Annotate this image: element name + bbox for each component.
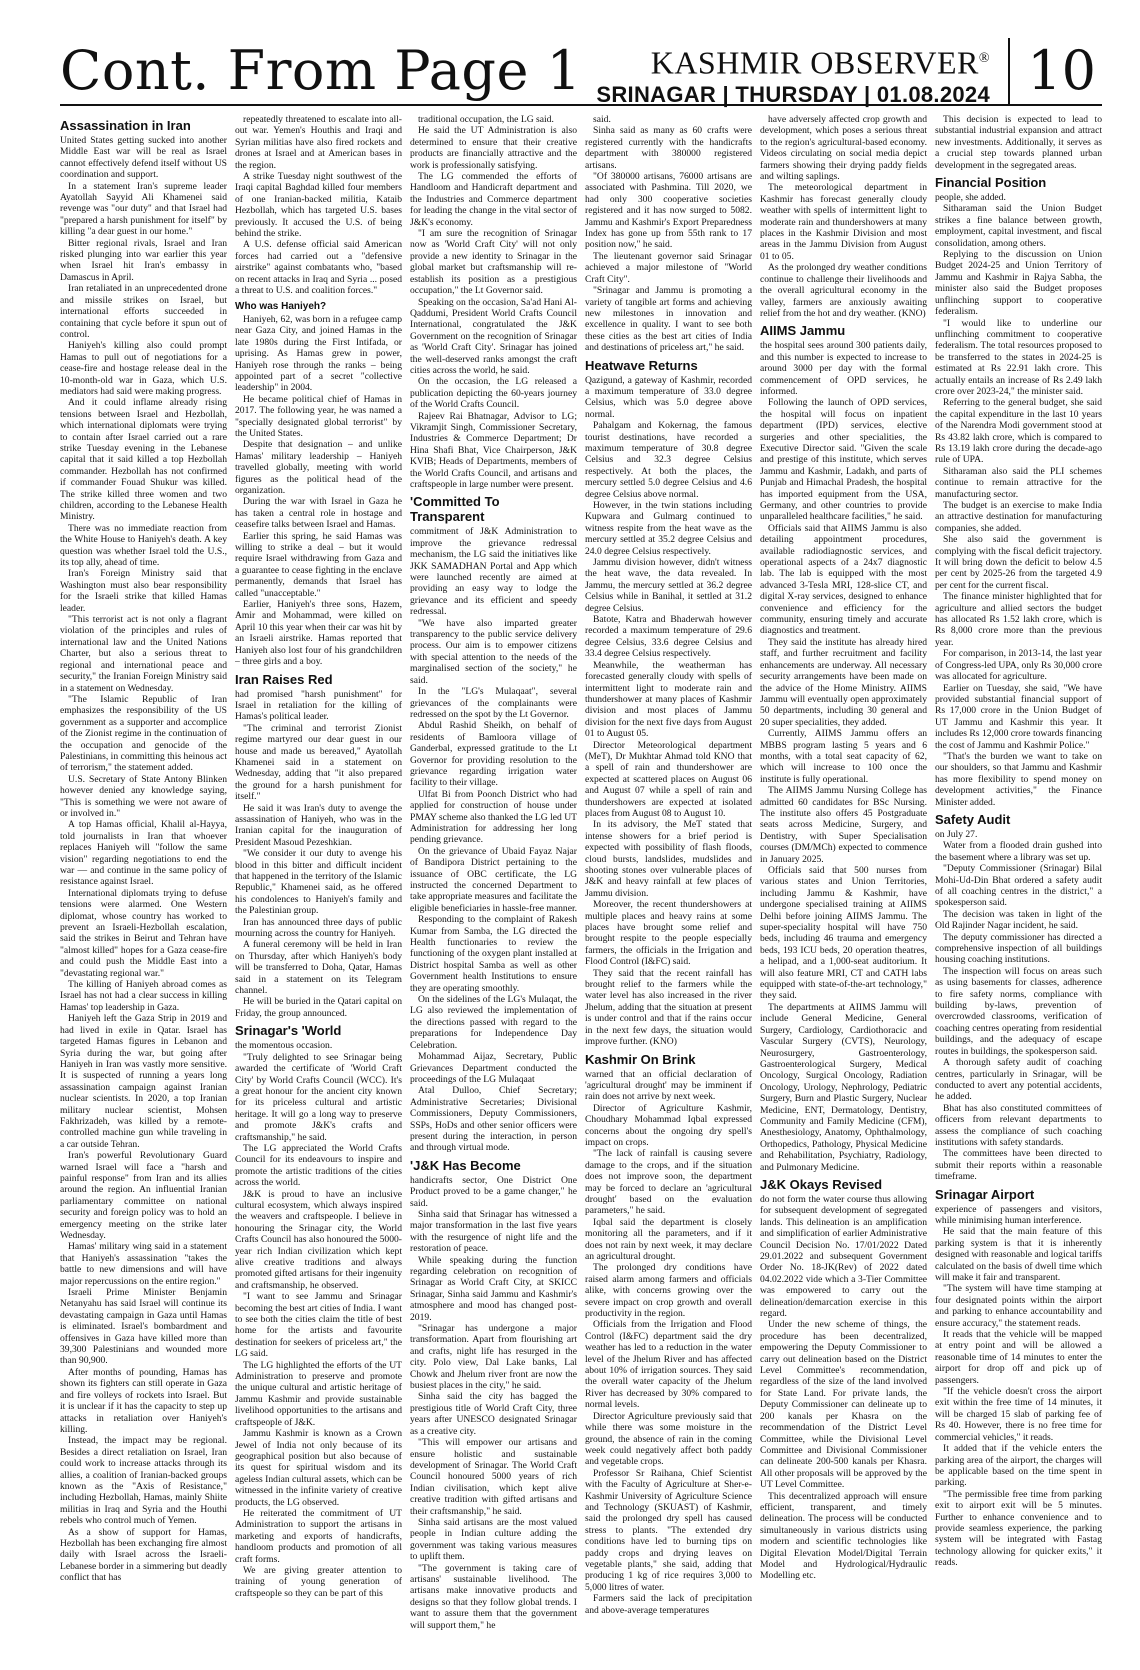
article-paragraph: She also said the government is complying with the fiscal deficit trajectory. It will bring down the deficit to below 4.5 per cent by 2025-26 from the targeted 4.9 per cent for the current fiscal. — [935, 534, 1102, 591]
article-paragraph: During the war with Israel in Gaza he has taken a central role in hostage and ceasefire talks between Israel and Hamas. — [235, 496, 402, 531]
article-paragraph: He said that the main feature of this parking system is that it is inherently designed with reasonable and logical tariffs calculated on the basis of dwell time which will make it fair and transparent. — [935, 1226, 1102, 1283]
article-paragraph: A U.S. defense official said American forces had carried out a "defensive airstrike" against combatants who, "based on recent attacks in Iraq and Syria ... posed a threat to U.S. and coalition forces." — [235, 239, 402, 297]
article-paragraph: Following the launch of OPD services, the hospital will focus on inpatient department (IPD) services, elective surgeries and other specialities, the Executive Director said. "Given the scale and prestige of this institute, which serves Jammu and Kashmir, Ladakh, and parts of Punjab and Himachal Pradesh, the hospital has imported equipment from the USA, Germany, and other countries to provide unparalleled healthcare facilities," he said. — [760, 397, 927, 523]
paper-name-line — [596, 44, 990, 81]
article-paragraph: A thorough safety audit of coaching centres, particularly in Srinagar, will be conducted to avert any potential accidents, he added. — [935, 1057, 1102, 1103]
article-paragraph: "I am sure the recognition of Srinagar now as 'World Craft City' will not only provide a new identity to Srinagar in the global market but craftsmanship will re-establish its position as a prestigious occupation," the Lt Governor said. — [410, 228, 577, 297]
article-paragraph: traditional occupation, the LG said. — [418, 114, 554, 125]
article-paragraph: "This terrorist act is not only a flagrant violation of the principles and rules of international law and the United Nations Charter, but also a serious threat to regional and international peace and security," the Iranian Foreign Ministry said in a statement on Wednesday. — [60, 614, 227, 694]
column-4 — [585, 114, 752, 1652]
paper-block — [596, 44, 990, 108]
article-paragraph: The AIIMS Jammu Nursing College has admitted 60 candidates for BSc Nursing. The institute also offers 45 Postgraduate seats across Medicine, Surgery, and Dentistry, with Super Specialisation courses (DM/MCh) expected to commence in January 2025. — [760, 785, 927, 865]
article-headline: 'J&K Has Become — [410, 1157, 521, 1173]
section-title: Cont. From Page 1 — [60, 39, 582, 102]
column-3 — [410, 114, 577, 1652]
article-paragraph: In a statement Iran's supreme leader Ayatollah Sayyid Ali Khamenei said revenge was "our duty" and that Israel had "prepared a harsh punishment for itself" by killing "a dear guest in our home." — [60, 180, 227, 238]
article-paragraph: Meanwhile, the weatherman has forecasted generally cloudy with spells of intermittent light to moderate rain and thundershower at many places of Kashmir division and most places of Jammu division for the next five days from August 01 to August 05. — [585, 659, 752, 740]
article-paragraph: Haniyeh's killing also could prompt Hamas to pull out of negotiations for a cease-fire and hostage release deal in the 10-month-old war in Gaza, which U.S. mediators had said were making progress. — [60, 340, 227, 397]
article-paragraph: "Deputy Commissioner (Srinagar) Bilal Mohi-Ud-Din Bhat ordered a safety audit of all coaching centres in the district," a spokesperson said. — [935, 863, 1102, 909]
article-paragraph: Earlier, Haniyeh's three sons, Hazem, Amir and Mohammad, were killed on April 10 this year when their car was hit by an Israeli airstrike. Hamas reported that Haniyeh also lost four of his grandchildren – three girls and a boy. — [235, 599, 402, 668]
article-paragraph: As a show of support for Hamas, Hezbollah has been exchanging fire almost daily with Israel across the Israeli-Lebanese border in a simmering but deadly conflict that has — [60, 1526, 227, 1584]
article-paragraph: Director Meteorological department (MeT), Dr Mukhtar Ahmad told KNO that a spell of rain and thundershower are expected at scattered places on August 06 and August 07 while a spell of rain and thundershowers are expected at isolated places from August 08 to August 10. — [585, 739, 752, 819]
article-paragraph: warned that an official declaration of 'agricultural drought' may be imminent if rain does not arrive by next week. — [585, 1068, 752, 1103]
article-paragraph: repeatedly threatened to escalate into all-out war. Yemen's Houthis and Iraqi and Syrian militias have also fired rockets and drones at Israel and at American bases in the region. — [235, 114, 402, 171]
article-headline: Srinagar Airport — [935, 1186, 1035, 1202]
article-paragraph: Professor Sr Raihana, Chief Scientist with the Faculty of Agriculture at Sher-e-Kashmir University of Agriculture Science and Technology (SKUAST) of Kashmir, said the prolonged dry spell has caused stress to plants. "The extended dry conditions have led to burning tips on paddy crops and drying leaves on vegetable plants," she said, adding that producing 1 kg of rice requires 3,000 to 5,000 litres of water. — [585, 1467, 752, 1593]
article-paragraph: A top Hamas official, Khalil al-Hayya, told journalists in Iran that whoever replaces Haniyeh will "follow the same vision" regarding negotiations to end the war — and continue in the same policy of resistance against Israel. — [60, 819, 227, 888]
article-paragraph: For comparison, in 2013-14, the last year of Congress-led UPA, only Rs 30,000 crore was allocated for agriculture. — [935, 648, 1102, 683]
article-paragraph: The LG appreciated the World Crafts Council for its endeavours to inspire and promote the artistic traditions of the cities across the world. — [235, 1142, 402, 1189]
article-headline: 'Committed To Transparent — [410, 494, 500, 525]
article-paragraph: Iran retaliated in an unprecedented drone and missile strikes on Israel, but international efforts succeeded in containing that cycle before it spun out of control. — [60, 283, 227, 340]
article-paragraph: Haniyeh left the Gaza Strip in 2019 and had lived in exile in Qatar. Israel has targeted Hamas figures in Lebanon and Syria during the war, but going after Haniyeh in Iran was vastly more sensitive. It is suspected of running a years long assassination campaign against Iranian nuclear scientists. In 2020, a top Iranian military nuclear scientist, Mohsen Fakhrizadeh, was killed by a remote-controlled machine gun while traveling in a car outside Tehran. — [60, 1013, 227, 1150]
article-paragraph: "Truly delighted to see Srinagar being awarded the certificate of 'World Craft City' by World Crafts Council (WCC). It's a great honour for the ancient city known for its priceless cultural and artistic heritage. It will go a long way to preserve and promote J&K's crafts and craftsmanship," he said. — [235, 1051, 402, 1143]
article-paragraph: In the "LG's Mulaqaat", several grievances of the complainants were redressed on the spot by the Lt Governor. — [410, 686, 577, 720]
article-paragraph: Iran's powerful Revolutionary Guard warned Israel will face a "harsh and painful response" from Iran and its allies around the region. An influential Iranian parliamentary committee on national security and foreign policy was to hold an emergency meeting on the strike later Wednesday. — [60, 1150, 227, 1241]
article-paragraph: Earlier this spring, he said Hamas was willing to strike a deal – but it would require Israel withdrawing from Gaza and a guarantee to cease fighting in the enclave permanently, demands that Israel has called "unacceptable." — [235, 530, 402, 599]
article-paragraph: Jammu division however, didn't witness the heat wave, the data revealed. In Jammu, the mercury settled at 36.2 degree Celsius while in Banihal, it settled at 31.2 degree Celsius. — [585, 557, 752, 614]
article-paragraph: The budget is an exercise to make India an attractive destination for manufacturing companies, she added. — [935, 500, 1102, 534]
article-paragraph: Officials from the Irrigation and Flood Control (I&FC) department said the dry weather has led to a reduction in the water level of the Jhelum River and has affected about 10% of irrigation sources. They said the overall water capacity of the Jhelum River has decreased by 30% compared to normal levels. — [585, 1319, 752, 1411]
article-subhead: Who was Haniyeh? — [235, 300, 327, 312]
article-paragraph: A funeral ceremony will be held in Iran on Thursday, after which Haniyeh's body will be transferred to Doha, Qatar, Hamas said in a statement on its Telegram channel. — [235, 939, 402, 997]
column-1 — [60, 114, 227, 1652]
article-paragraph: Bhat has also constituted committees of officers from relevant departments to assess the compliance of such coaching institutions with safety standards. — [935, 1102, 1102, 1148]
article-paragraph: However, in the twin stations including Kupwara and Gulmarg continued to witness respite from the heat wave as the mercury settled at 35.2 degree Celsius and 24.0 degree Celsius respectively. — [585, 500, 752, 557]
article-paragraph: Sinha said as many as 60 crafts were registered currently with the handicrafts department with 380000 registered artisans. — [585, 125, 752, 171]
article-paragraph: The deputy commissioner has directed a comprehensive inspection of all buildings housing coaching institutions. — [935, 931, 1102, 966]
article-paragraph: International diplomats trying to defuse tensions were alarmed. One Western diplomat, whose country has worked to prevent an Israeli-Hezbollah escalation, said the strikes in Beirut and Tehran have "almost killed" hopes for a Gaza cease-fire and could push the Middle East into a "devastating regional war." — [60, 887, 227, 979]
article-paragraph: Officials said that 500 nurses from various states and Union Territories, including Jammu & Kashmir, have undergone specialised training at AIIMS Delhi before joining AIIMS Jammu. The super-speciality hospital will have 750 beds, including 46 trauma and emergency beds, 193 ICU beds, 20 operation theatres, a helipad, and a 1,000-seat auditorium. It will also feature MRI, CT and CATH labs equipped with state-of-the-art technology," they said. — [760, 865, 927, 1002]
article-paragraph: The finance minister highlighted that for agriculture and allied sectors the budget has allocated Rs 1.52 lakh crore, which is Rs 8,000 crore more than the previous year. — [935, 591, 1102, 648]
article-paragraph: Ulfat Bi from Poonch District who had applied for construction of house under PMAY scheme also thanked the LG led UT Administration for addressing her long pending grievance. — [410, 788, 577, 846]
article-paragraph: "That's the burden we want to take on our shoulders, so that Jammu and Kashmir has more flexibility to spend money on development activities," the Finance Minister added. — [935, 750, 1102, 808]
article-paragraph: We are giving greater attention to training of young generation of craftspeople so they can be part of this — [235, 1564, 402, 1599]
article-paragraph: Moreover, the recent thundershowers at multiple places and heavy rains at some places have brought some relief and brought respite to the people especially farmers, the officials in the Irrigation and Flood Control (I&FC) said. — [585, 899, 752, 968]
article-paragraph: Sinha said the city has bagged the prestigious title of World Craft City, three years after UNESCO designated Srinagar as a creative city. — [410, 1391, 577, 1437]
article-paragraph: "We have also imparted greater transparency to the public service delivery process. Our aim is to empower citizens with special attention to the needs of the marginalised section of the society," he said. — [410, 617, 577, 686]
article-paragraph: Responding to the complaint of Rakesh Kumar from Samba, the LG directed the Health functionaries to review the functioning of the oxygen plant installed at District hospital Samba as well as other Government health Institutions to ensure they are operating smoothly. — [410, 914, 577, 994]
article-paragraph: The killing of Haniyeh abroad comes as Israel has not had a clear success in killing Hamas' top leadership in Gaza. — [60, 979, 227, 1013]
article-paragraph: Despite that designation – and unlike Hamas' military leadership – Haniyeh travelled globally, meeting with world figures as the political head of the organization. — [235, 439, 402, 496]
article-paragraph: on July 27. — [935, 828, 978, 840]
masthead-divider — [1008, 38, 1010, 104]
article-paragraph: "If the vehicle doesn't cross the airport exit within the free time of 14 minutes, it will be charged 15 slab of parking fee of Rs 40. However, there is no free time for commercial vehicles," it reads. — [935, 1386, 1102, 1443]
article-paragraph: Iqbal said the department is closely monitoring all the parameters, and if it does not rain by next week, it may declare an agricultural drought. — [585, 1216, 752, 1262]
article-paragraph: have adversely affected crop growth and development, which poses a serious threat to the region's agricultural-based economy. Videos circulating on social media depict farmers showing their drying paddy fields and wilting saplings. — [760, 114, 927, 183]
article-paragraph: Iran has announced three days of public mourning across the country for Haniyeh. — [235, 916, 402, 940]
article-columns — [60, 114, 1102, 1652]
article-paragraph: "The criminal and terrorist Zionist regime martyred our dear guest in our house and made us bereaved," Ayatollah Khamenei said in a statement on Wednesday, adding that "it also prepared the ground for a harsh punishment for itself." — [235, 722, 402, 803]
article-paragraph: Sitharaman said the Union Budget strikes a fine balance between growth, employment, capital investment, and fiscal consolidation, among others. — [935, 203, 1102, 249]
article-paragraph: "Srinagar has undergone a major transformation. Apart from flourishing art and crafts, night life has resurged in the city. Polo view, Dal Lake banks, Lal Chowk and Jhelum river front are now the busiest places in the city," he said. — [410, 1323, 577, 1392]
page-number: 10 — [1027, 39, 1096, 102]
article-paragraph: They said that the recent rainfall has brought relief to the farmers while the water level has also increased in the river Jhelum, adding that the situation at present is under control and that if the rains occur in the next few days, the situation would improve further. (KNO) — [585, 967, 752, 1048]
article-paragraph: He reiterated the commitment of UT Administration to support the artisans in marketing and exports of handicrafts, handloom products and promotion of all craft forms. — [235, 1507, 402, 1565]
article-paragraph: Director of Agriculture Kashmir, Choudhary Mohammad Iqbal expressed concerns about the ongoing dry spell's impact on crops. — [585, 1102, 752, 1148]
article-paragraph: handicrafts sector, One District One Product proved to be a game changer," he said. — [410, 1174, 577, 1209]
article-paragraph: the momentous occasion. — [235, 1040, 333, 1052]
article-paragraph: Sinha said that Srinagar has witnessed a major transformation in the last five years with the resurgence of night life and the restoration of peace. — [410, 1208, 577, 1255]
article-paragraph: Iran's Foreign Ministry said that Washington must also bear responsibility for the Israeli strike that killed Hamas leader. — [60, 568, 227, 614]
article-headline: Heatwave Returns — [585, 357, 698, 373]
article-paragraph: It added that if the vehicle enters the parking area of the airport, the charges will be applicable based on the time spent in parking. — [935, 1443, 1102, 1489]
article-paragraph: "The Islamic Republic of Iran emphasizes the responsibility of the US government as a supporter and accomplice of the Zionist regime in the continuation of the occupation and genocide of the Palestinians, in committing this heinous act of terrorism," the statement added. — [60, 693, 227, 774]
article-paragraph: "I want to see Jammu and Srinagar becoming the best art cities of India. I want to see both the cities claim the title of best home for the artists and favourite destination for seekers of priceless art," the LG said. — [235, 1291, 402, 1360]
article-paragraph: Qazigund, a gateway of Kashmir, recorded a maximum temperature of 33.0 degree Celsius, which was 5.0 degree above normal. — [585, 374, 752, 420]
article-headline: Financial Position — [935, 175, 1047, 191]
article-paragraph: do not form the water course thus allowing for subsequent development of segregated lands. This delineation is an amplification and simplification of earlier Administrative Council Decision No. 17/01/2022 Dated 29.01.2022 and subsequent Government Order No. 18-JK(Rev) of 2022 dated 04.02.2022 vide which a 3-Tier Committee was empowered to carry out the delineation/demarcation exercise in this regard. — [760, 1193, 927, 1320]
article-paragraph: "Srinagar and Jammu is promoting a variety of tangible art forms and achieving new milestones in innovation and excellence in quality. I want to see both these cities as the best art cities of India and destinations of priceless art," he said. — [585, 285, 752, 354]
article-paragraph: There was no immediate reaction from the White House to Haniyeh's death. A key question was whether Israel told the U.S., its top ally, ahead of time. — [60, 522, 227, 569]
article-paragraph: The LG highlighted the efforts of the UT Administration to preserve and promote the unique cultural and artistic heritage of Jammu Kashmir and provide sustainable livelihood opportunities to the artisans and craftspeople of J&K. — [235, 1359, 402, 1428]
article-paragraph: "I would like to underline our unflinching commitment to cooperative federalism. The total resources proposed to be transferred to the states in 2024-25 is estimated at Rs 22.91 lakh crore. This actually entails an increase of Rs 2.49 lakh crore over 2023-24," the minister said. — [935, 317, 1102, 397]
article-paragraph: "We consider it our duty to avenge his blood in this bitter and difficult incident that happened in the territory of the Islamic Republic," Khamenei said, as he offered his condolences to Haniyeh's family and the Palestinian group. — [235, 848, 402, 917]
article-paragraph: the hospital sees around 300 patients daily, and this number is expected to increase to around 3000 per day with the formal commencement of OPD services, he informed. — [760, 340, 927, 397]
article-headline: J&K Okays Revised — [760, 1176, 883, 1192]
article-paragraph: While speaking during the function regarding celebration on recognition of Srinagar as World Craft City, at SKICC Srinagar, Sinha said Jammu and Kashmir's atmosphere and mood has changed post- 2019. — [410, 1254, 577, 1323]
article-paragraph: "The system will have time stamping at four designated points within the airport and parking to enhance accountability and ensure accuracy," the statement reads. — [935, 1283, 1102, 1329]
article-paragraph: The inspection will focus on areas such as using basements for classes, adherence to fire safety norms, compliance with building by-laws, prevention of overcrowded classrooms, verification of coaching centres operating from residential buildings, and the adequacy of escape routes in buildings, the spokesperson said. — [935, 965, 1102, 1057]
article-paragraph: Replying to the discussion on Union Budget 2024-25 and Union Territory of Jammu and Kashmir in Rajya Sabha, the minister also said the Budget proposes unflinching support to cooperative federalism. — [935, 249, 1102, 318]
column-6 — [935, 114, 1102, 1652]
paper-name: KASHMIR OBSERVER — [650, 44, 979, 81]
article-paragraph: The LG commended the efforts of Handloom and Handicraft department and the Industries and Commerce department for leading the change in the vital sector of J&K's economy. — [410, 171, 577, 228]
article-paragraph: On the grievance of Ubaid Fayaz Najar of Bandipora District pertaining to the issuance of OBC certificate, the LG instructed the concerned Department to take appropriate measures and facilitate the eligible beneficiaries in hassle-free manner. — [410, 845, 577, 914]
article-paragraph: Earlier on Tuesday, she said, "We have provided substantial financial support of Rs 17,000 crore in the Union Budget of UT Jammu and Kashmir this year. It includes Rs 12,000 crore towards financing the cost of Jammu and Kashmir Police." — [935, 682, 1102, 751]
article-paragraph: Israeli Prime Minister Benjamin Netanyahu has said Israel will continue its devastating campaign in Gaza until Hamas is eliminated. Israel's bombardment and offensives in Gaza have killed more than 39,300 Palestinians and wounded more than 90,900. — [60, 1287, 227, 1367]
article-paragraph: The meteorological department in Kashmir has forecast generally cloudy weather with spells of intermittent light to moderate rain and thundershowers at many places in the Kashmir Division and most areas in the Jammu Division from August 01 to 05. — [760, 182, 927, 262]
article-headline: AIIMS Jammu — [760, 323, 846, 339]
article-paragraph: said. — [593, 114, 611, 125]
article-paragraph: Officials said that AIIMS Jammu is also detailing appointment procedures, available radiodiagnostic services, and operational aspects of a 24x7 diagnostic lab. The lab is equipped with the most advanced 3-Tesla MRI, 128-slice CT, and digital X-ray services, designed to enhance convenience and efficiency for the community, ensuring timely and accurate diagnostics and treatment. — [760, 522, 927, 637]
article-paragraph: U.S. Secretary of State Antony Blinken however denied any knowledge saying, "This is something we were not aware of or involved in." — [60, 773, 227, 819]
article-paragraph: He said the UT Administration is also determined to ensure that their creative products are financially attractive and the work is professionally satisfying. — [410, 125, 577, 171]
article-paragraph: The committees have been directed to submit their reports within a reasonable timeframe. — [935, 1148, 1102, 1183]
article-paragraph: After months of pounding, Hamas has shown its fighters can still operate in Gaza and fire volleys of rockets into Israel. But it is unclear if it has the capacity to step up attacks in retaliation over Haniyeh's killing. — [60, 1366, 227, 1435]
article-paragraph: "Of 380000 artisans, 76000 artisans are associated with Pashmina. Till 2020, we had only 300 cooperative societies registered and it has now surged to 5082. Jammu and Kashmir's Export Preparedness Index has gone up from 55th rank to 17 position now," he said. — [585, 171, 752, 251]
registered-mark: ® — [978, 51, 990, 66]
article-headline: Iran Raises Red — [235, 671, 333, 687]
column-5 — [760, 114, 927, 1652]
article-headline: Safety Audit — [935, 811, 1011, 827]
article-headline: Srinagar's 'World — [235, 1023, 342, 1039]
article-paragraph: commitment of J&K Administration to improve the grievance redressal mechanism, the LG said the initiatives like JKK SAMADHAN Portal and App which were launched recently are aimed at providing an easy way to lodge the grievance and its efficient and speedy redressal. — [410, 526, 577, 618]
dateline: SRINAGAR | THURSDAY | 01.08.2024 — [596, 81, 990, 107]
article-paragraph: It reads that the vehicle will be mapped at entry point and will be allowed a reasonable time of 14 minutes to enter the airport for drop off and pick up of passengers. — [935, 1329, 1102, 1386]
article-paragraph: "This will empower our artisans and ensure holistic and sustainable development of Srinagar. The World Craft Council honoured 5000 years of rich Indian civilisation, which kept alive creative tradition with gifted artisans and their craftsmanship," he said. — [410, 1437, 577, 1517]
article-paragraph: The prolonged dry conditions have raised alarm among farmers and officials alike, with concerns growing over the severe impact on crop growth and overall productivity in the region. — [585, 1262, 752, 1320]
article-headline: Kashmir On Brink — [585, 1051, 696, 1067]
article-headline: Assassination in Iran — [60, 118, 191, 133]
article-paragraph: The departments at AIIMS Jammu will include General Medicine, General Surgery, Cardiology, Cardiothoracic and Vascular Surgery (CVTS), Neurology, Neurosurgery, Gastroenterology, Gastroenterological Surgery, Medical Oncology, Surgical Oncology, Radiation Oncology, Urology, Nephrology, Pediatric Surgery, Burn and Plastic Surgery, Nuclear Medicine, ENT, Dermatology, Dentistry, Community and Family Medicine (CFM), Anesthesiology, Anatomy, Ophthalmology, Orthopedics, Pathology, Physical Medicine and Rehabilitation, Psychiatry, Radiology, and Pulmonary Medicine. — [760, 1001, 927, 1173]
article-paragraph: They said the institute has already hired staff, and further recruitment and facility enhancements are underway. All necessary security arrangements have been made on the advice of the Home Ministry. AIIMS Jammu will eventually open approximately 50 departments, including 30 general and 20 super specialities, they added. — [760, 636, 927, 728]
article-paragraph: Director Agriculture previously said that while there was some moisture in the ground, the absence of rain in the coming week could negatively affect both paddy and vegetable crops. — [585, 1410, 752, 1468]
article-paragraph: Under the new scheme of things, the procedure has been decentralized, empowering the Deputy Commissioner to carry out delineation based on the District Level Committee's recommendation, regardless of the size of the land involved for State Land. For private lands, the Deputy Commissioner can delineate up to 200 kanals per Khasra on the recommendation of the District Level Committee, while the Divisional Level Committee and Divisional Commissioner can delineate 200-500 kanals per Khasra. All other proposals will be approved by the UT Level Committee. — [760, 1319, 927, 1491]
article-paragraph: United States getting sucked into another Middle East war will be real as Israel cannot effectively defend itself without US coordination and support. — [60, 135, 227, 181]
article-paragraph: "The permissible free time from parking exit to airport exit will be 5 minutes. Further to enhance convenience and to provide seamless experience, the parking system will be integrated with Fastag technology allowing for quicker exits," it reads. — [935, 1488, 1102, 1569]
article-paragraph: He became political chief of Hamas in 2017. The following year, he was named a "specially designated global terrorist" by the United States. — [235, 393, 402, 439]
article-paragraph: Mohammad Aijaz, Secretary, Public Grievances Department conducted the proceedings of the LG Mulaqaat — [410, 1051, 577, 1085]
article-paragraph: Batote, Katra and Bhaderwah however recorded a maximum temperature of 29.6 degree Celsius, 33.6 degree Celsius and 33.4 degree Celsius respectively. — [585, 614, 752, 660]
article-paragraph: This decentralized approach will ensure efficient, transparent, and timely delineation. The process will be conducted simultaneously in various districts using modern and scientific technologies like Digital Elevation Model/Digital Terrain Model and Hydrological/Hydraulic Modelling etc. — [760, 1490, 927, 1582]
article-paragraph: J&K is proud to have an inclusive cultural ecosystem, which always inspired the weavers and craftspeople. I believe in honouring the Srinagar city, the World Crafts Council has also honoured the 5000-year rich Indian civilization which kept alive creative traditions and always promoted gifted artisans for their ingenuity and craftsmanship, he observed. — [235, 1188, 402, 1291]
article-paragraph: Abdul Rashid Sheikh, on behalf of residents of Bamloora village of Ganderbal, expressed gratitude to the Lt Governor for providing resolution to the grievance regarding irrigation water facility to their village. — [410, 720, 577, 789]
article-paragraph: And it could inflame already rising tensions between Israel and Hezbollah, which international diplomats were trying to contain after Israel carried out a rare strike Tuesday evening in the Lebanese capital that it said killed a top Hezbollah commander. Hezbollah has not confirmed if commander Fouad Shukur was killed. The strike killed three women and two children, according to the Lebanese Health Ministry. — [60, 397, 227, 523]
article-paragraph: Bitter regional rivals, Israel and Iran risked plunging into war earlier this year when Israel hit Iran's embassy in Damascus in April. — [60, 237, 227, 283]
article-paragraph: Pahalgam and Kokernag, the famous tourist destinations, have recorded a maximum temperature of 30.8 degree Celsius and 32.3 degree Celsius respectively. At both the places, the mercury settled 5.0 degree Celsius and 4.6 degree Celsius above normal. — [585, 420, 752, 500]
column-2 — [235, 114, 402, 1652]
article-paragraph: The decision was taken in light of the Old Rajinder Nagar incident, he said. — [935, 908, 1102, 932]
article-paragraph: On the sidelines of the LG's Mulaqat, the LG also reviewed the implementation of the directions passed with regard to the preparations for Independence Day Celebration. — [410, 994, 577, 1051]
article-paragraph: He will be buried in the Qatari capital on Friday, the group announced. — [235, 996, 402, 1019]
article-paragraph: This decision is expected to lead to substantial industrial expansion and attract new investments. Additionally, it serves as a crucial step towards planned urban development in the segregated areas. — [935, 114, 1102, 171]
article-paragraph: In its advisory, the MeT stated that intense showers for a brief period is expected with possibility of flash floods, cloud bursts, landslides, mudslides and shooting stones over vulnerable places of J&K and heavy rainfall at few places of Jammu division. — [585, 819, 752, 899]
article-paragraph: Referring to the general budget, she said the capital expenditure in the last 10 years of the Narendra Modi government stood at Rs 43.82 lakh crore, which is compared to Rs 13.19 lakh crore during the decade-ago rule of UPA. — [935, 397, 1102, 466]
article-paragraph: Sitharaman also said the PLI schemes continue to remain attractive for the manufacturing sector. — [935, 465, 1102, 500]
article-paragraph: Water from a flooded drain gushed into the basement where a library was set up. — [935, 840, 1102, 863]
article-paragraph: He said it was Iran's duty to avenge the assassination of Haniyeh, who was in the Iranian capital for the inauguration of President Masoud Pezeshkian. — [235, 802, 402, 848]
article-paragraph: Currently, AIIMS Jammu offers an MBBS program lasting 5 years and 6 months, with a total seat capacity of 62, which will increase to 100 once the institute is fully operational. — [760, 728, 927, 785]
article-paragraph: The lieutenant governor said Srinagar achieved a major milestone of "World Craft City". — [585, 250, 752, 285]
article-paragraph: Speaking on the occasion, Sa'ad Hani Al-Qaddumi, President World Crafts Council International, congratulated the J&K Government on the recognition of Srinagar as 'World Craft City'. Srinagar has joined the well-deserved ranks amongst the craft cities across the world, he said. — [410, 296, 577, 376]
article-paragraph: Instead, the impact may be regional. Besides a direct retaliation on Israel, Iran could work to increase attacks through its allies, a coalition of Iranian-backed groups known as the "Axis of Resistance," including Hezbollah, Hamas, mainly Shiite militias in Iraq and Syria and the Houthi rebels who control much of Yemen. — [60, 1435, 227, 1527]
article-paragraph: Farmers said the lack of precipitation and above-average temperatures — [585, 1593, 752, 1616]
article-paragraph: "The lack of rainfall is causing severe damage to the crops, and if the situation does not improve soon, the department may be forced to declare an 'agricultural drought' based on the evaluation parameters," he said. — [585, 1148, 752, 1217]
article-paragraph: Rajeev Rai Bhatnagar, Advisor to LG; Vikramjit Singh, Commissioner Secretary, Industries & Commerce Department; Dr Hina Shafi Bhat, Vice Chairperson, J&K KVIB; Heads of Departments, members of the World Crafts Council, and artisans and craftspeople in large number were present. — [410, 410, 577, 490]
article-paragraph: "The government is taking care of artisans' sustainable livelihood. The artisans make innovative products and designs so that they follow global trends. I want to assure them that the government will support them," he — [410, 1562, 577, 1631]
article-paragraph: Jammu Kashmir is known as a Crown Jewel of India not only because of its geographical position but also because of its quest for spiritual wisdom and its ageless Indian cultural assets, which can be witnessed in the infinite variety of creative products, the LG observed. — [235, 1428, 402, 1508]
article-paragraph: people, she added. — [935, 192, 1006, 204]
article-paragraph: experience of passengers and visitors, while minimising human interference. — [935, 1203, 1102, 1226]
masthead — [60, 38, 1102, 106]
article-paragraph: On the occasion, the LG released a publication depicting the 60-years journey of the World Crafts Council. — [410, 376, 577, 411]
article-paragraph: A strike Tuesday night southwest of the Iraqi capital Baghdad killed four members of one Iranian-backed militia, Kataib Hezbollah, which has targeted U.S. bases previously. It accused the U.S. of being behind the strike. — [235, 171, 402, 240]
article-paragraph: Haniyeh, 62, was born in a refugee camp near Gaza City, and joined Hamas in the late 1980s during the First Intifada, or uprising. As Hamas grew in power, Haniyeh rose through the ranks – being appointed part of a secret "collective leadership" in 2004. — [235, 313, 402, 394]
article-paragraph: As the prolonged dry weather conditions continue to challenge their livelihoods and the overall agricultural economy in the valley, farmers are anxiously awaiting relief from the hot and dry weather. (KNO) — [760, 262, 927, 319]
article-paragraph: Hamas' military wing said in a statement that Haniyeh's assassination "takes the battle to new dimensions and will have major repercussions on the entire region." — [60, 1241, 227, 1287]
article-paragraph: Atal Dulloo, Chief Secretary; Administrative Secretaries; Divisional Commissioners, Deputy Commissioners, SSPs, HoDs and other senior officers were present during the interaction, in person and through virtual mode. — [410, 1085, 577, 1154]
article-paragraph: had promised "harsh punishment" for Israel in retaliation for the killing of Hamas's political leader. — [235, 688, 402, 723]
article-paragraph: Sinha said artisans are the most valued people in Indian culture adding the government was taking various measures to uplift them. — [410, 1516, 577, 1563]
